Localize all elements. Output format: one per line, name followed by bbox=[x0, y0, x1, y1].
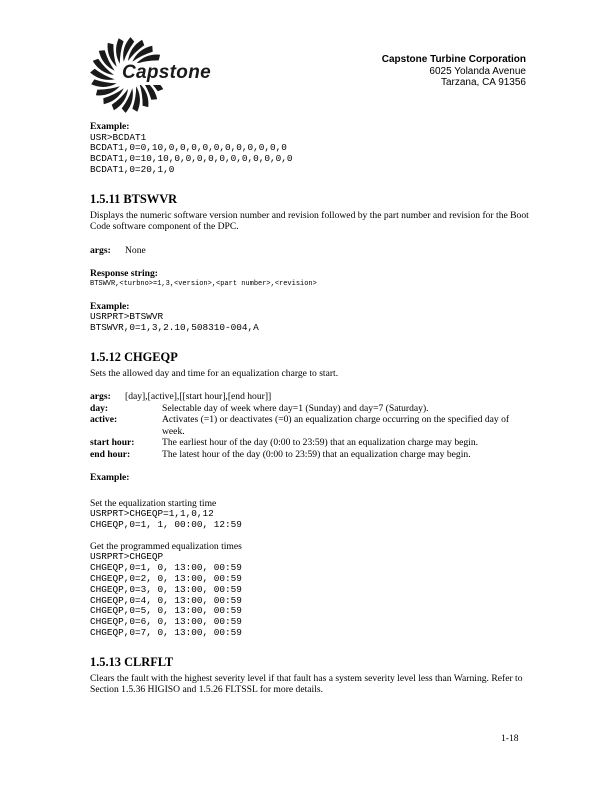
parameter-description: Selectable day of week where day=1 (Sunday) and day=7 (Saturday). bbox=[162, 402, 429, 414]
response-label: Response string: bbox=[90, 268, 158, 280]
example-intro: Get the programmed equalization times bbox=[90, 540, 242, 552]
code-line: USR>BCDAT1 bbox=[90, 131, 147, 143]
code-line: BCDAT1,0=10,10,0,0,0,0,0,0,0,0,0,0,0 bbox=[90, 153, 293, 165]
logo-wordmark: Capstone bbox=[122, 62, 211, 83]
response-string: BTSWVR,<turbno>=1,3,<version>,<part number>,<revision> bbox=[90, 279, 317, 288]
code-line: USRPRT>CHGEQP=1,1,0,12 bbox=[90, 508, 214, 520]
example-label: Example: bbox=[90, 472, 130, 484]
code-line: USRPRT>CHGEQP bbox=[90, 551, 164, 563]
code-line: CHGEQP,0=4, 0, 13:00, 00:59 bbox=[90, 594, 242, 606]
args-line bbox=[90, 245, 530, 257]
parameter-row bbox=[90, 403, 530, 415]
parameter-term: active: bbox=[90, 414, 118, 426]
code-line: BCDAT1,0=20,1,0 bbox=[90, 163, 175, 175]
logo-blade bbox=[132, 86, 140, 112]
main-content bbox=[90, 121, 530, 696]
parameter-term: end hour: bbox=[90, 448, 131, 460]
parameter-term: start hour: bbox=[90, 437, 135, 449]
parameter-description: Activates (=1) or deactivates (=0) an equalization charge occurring on the specified day of week. bbox=[162, 414, 510, 437]
code-line: CHGEQP,0=3, 0, 13:00, 00:59 bbox=[90, 583, 242, 595]
section-heading-clrflt: 1.5.13 CLRFLT bbox=[90, 654, 174, 669]
args-label: args: bbox=[90, 244, 111, 256]
parameter-row bbox=[90, 437, 530, 449]
code-line: CHGEQP,0=1, 1, 00:00, 12:59 bbox=[90, 519, 242, 531]
parameter-row bbox=[90, 414, 530, 437]
section-heading-btswvr: 1.5.11 BTSWVR bbox=[90, 191, 178, 206]
args-value: [day],[active],[[start hour],[end hour]] bbox=[125, 391, 272, 403]
address-line-2: Tarzana, CA 91356 bbox=[440, 77, 526, 88]
page-number: 1-18 bbox=[501, 733, 519, 744]
parameter-description: The earliest hour of the day (0:00 to 23:59) that an equalization charge may begin. bbox=[162, 437, 479, 449]
section-description: Sets the allowed day and time for an equalization charge to start. bbox=[90, 367, 339, 379]
section-heading-chgeqp: 1.5.12 CHGEQP bbox=[90, 349, 178, 364]
company-address-block bbox=[382, 54, 526, 89]
code-line: CHGEQP,0=7, 0, 13:00, 00:59 bbox=[90, 626, 242, 638]
example-intro: Set the equalization starting time bbox=[90, 497, 217, 509]
parameter-term: day: bbox=[90, 402, 109, 414]
code-line: CHGEQP,0=6, 0, 13:00, 00:59 bbox=[90, 616, 242, 628]
code-line: BCDAT1,0=0,10,0,0,0,0,0,0,0,0,0,0,0 bbox=[90, 142, 287, 154]
code-line: CHGEQP,0=1, 0, 13:00, 00:59 bbox=[90, 562, 242, 574]
example-label: Example: bbox=[90, 300, 130, 312]
example-label: Example: bbox=[90, 121, 130, 132]
address-line-1: 6025 Yolanda Avenue bbox=[429, 65, 526, 77]
args-value: None bbox=[125, 244, 146, 256]
logo-blade bbox=[91, 79, 117, 87]
parameter-description: The latest hour of the day (0:00 to 23:59) that an equalization charge may begin. bbox=[162, 448, 471, 460]
code-line: CHGEQP,0=5, 0, 13:00, 00:59 bbox=[90, 605, 242, 617]
code-line: BTSWVR,0=1,3,2.10,508310-004,A bbox=[90, 321, 259, 333]
logo-blade bbox=[116, 38, 124, 64]
args-line bbox=[90, 391, 530, 403]
section-description: Clears the fault with the highest severity level if that fault has a system severity level less than Warning. Refer to Section 1.5.36 HIGISO and 1.5.26 FLTSSL for more details. bbox=[90, 672, 523, 696]
args-label: args: bbox=[90, 391, 111, 403]
parameter-list bbox=[90, 403, 530, 461]
company-name: Capstone Turbine Corporation bbox=[381, 54, 526, 65]
code-line: CHGEQP,0=2, 0, 13:00, 00:59 bbox=[90, 572, 242, 584]
parameter-row bbox=[90, 449, 530, 461]
code-line: USRPRT>BTSWVR bbox=[90, 311, 164, 323]
section-description: Displays the numeric software version number and revision followed by the part number and revision for the Boot Code software component of the DPC. bbox=[90, 209, 529, 233]
